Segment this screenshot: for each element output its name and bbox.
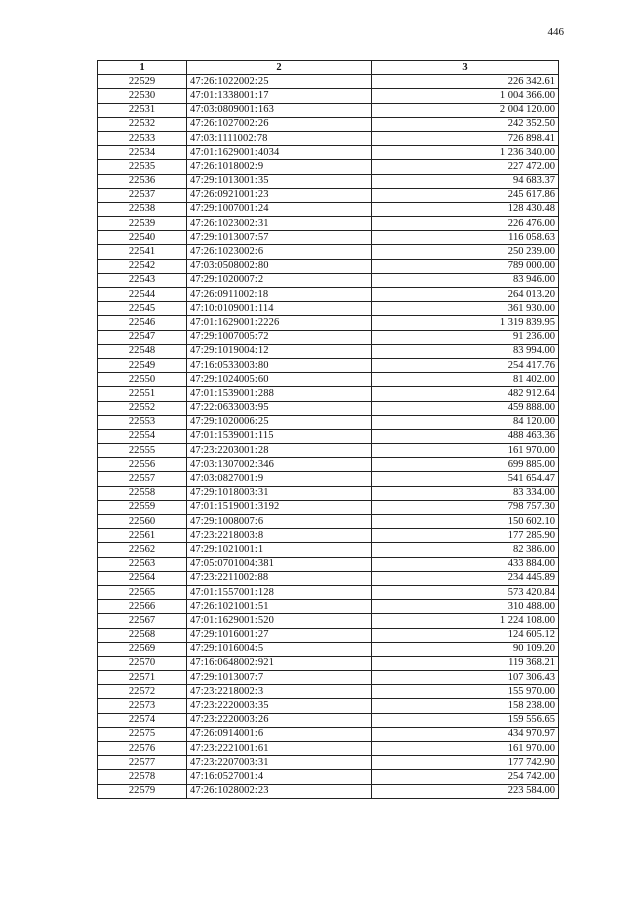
row-number-cell: 22548 — [98, 344, 187, 358]
amount-value-cell: 1 224 108.00 — [372, 614, 559, 628]
table-row — [98, 671, 559, 685]
row-number-cell: 22529 — [98, 75, 187, 89]
table-row — [98, 585, 559, 599]
cadastral-number-cell: 47:26:1028002:23 — [187, 784, 372, 798]
row-number-cell: 22572 — [98, 685, 187, 699]
row-number-cell: 22535 — [98, 160, 187, 174]
table-row — [98, 429, 559, 443]
cadastral-number-cell: 47:01:1557001:128 — [187, 585, 372, 599]
row-number-cell: 22577 — [98, 756, 187, 770]
amount-value-cell: 488 463.36 — [372, 429, 559, 443]
header-row — [98, 61, 559, 75]
row-number-cell: 22540 — [98, 231, 187, 245]
cadastral-number-cell: 47:01:1629001:4034 — [187, 146, 372, 160]
amount-value-cell: 94 683.37 — [372, 174, 559, 188]
cadastral-number-cell: 47:23:2220003:35 — [187, 699, 372, 713]
column-header-3: 3 — [372, 61, 559, 75]
cadastral-number-cell: 47:01:1629001:2226 — [187, 316, 372, 330]
row-number-cell: 22571 — [98, 671, 187, 685]
amount-value-cell: 434 970.97 — [372, 727, 559, 741]
cadastral-number-cell: 47:23:2221001:61 — [187, 742, 372, 756]
table-row — [98, 472, 559, 486]
cadastral-number-cell: 47:22:0633003:95 — [187, 401, 372, 415]
table-row — [98, 174, 559, 188]
table-row — [98, 713, 559, 727]
amount-value-cell: 84 120.00 — [372, 415, 559, 429]
cadastral-number-cell: 47:29:1016001:27 — [187, 628, 372, 642]
table-row — [98, 358, 559, 372]
cadastral-number-cell: 47:29:1007005:72 — [187, 330, 372, 344]
cadastral-number-cell: 47:10:0109001:114 — [187, 302, 372, 316]
row-number-cell: 22558 — [98, 486, 187, 500]
table-row — [98, 458, 559, 472]
row-number-cell: 22554 — [98, 429, 187, 443]
amount-value-cell: 155 970.00 — [372, 685, 559, 699]
table-row — [98, 756, 559, 770]
amount-value-cell: 242 352.50 — [372, 117, 559, 131]
amount-value-cell: 250 239.00 — [372, 245, 559, 259]
table-row — [98, 444, 559, 458]
amount-value-cell: 158 238.00 — [372, 699, 559, 713]
amount-value-cell: 83 946.00 — [372, 273, 559, 287]
row-number-cell: 22557 — [98, 472, 187, 486]
cadastral-number-cell: 47:26:1027002:26 — [187, 117, 372, 131]
table-row — [98, 146, 559, 160]
cadastral-number-cell: 47:29:1008007:6 — [187, 515, 372, 529]
amount-value-cell: 83 334.00 — [372, 486, 559, 500]
amount-value-cell: 159 556.65 — [372, 713, 559, 727]
amount-value-cell: 310 488.00 — [372, 600, 559, 614]
cadastral-number-cell: 47:23:2220003:26 — [187, 713, 372, 727]
amount-value-cell: 226 476.00 — [372, 217, 559, 231]
cadastral-number-cell: 47:03:0827001:9 — [187, 472, 372, 486]
row-number-cell: 22563 — [98, 557, 187, 571]
table-row — [98, 656, 559, 670]
amount-value-cell: 161 970.00 — [372, 742, 559, 756]
row-number-cell: 22573 — [98, 699, 187, 713]
row-number-cell: 22533 — [98, 131, 187, 145]
row-number-cell: 22574 — [98, 713, 187, 727]
cadastral-number-cell: 47:29:1021001:1 — [187, 543, 372, 557]
cadastral-number-cell: 47:26:0911002:18 — [187, 288, 372, 302]
amount-value-cell: 798 757.30 — [372, 500, 559, 514]
amount-value-cell: 245 617.86 — [372, 188, 559, 202]
amount-value-cell: 107 306.43 — [372, 671, 559, 685]
table-row — [98, 628, 559, 642]
amount-value-cell: 789 000.00 — [372, 259, 559, 273]
table-row — [98, 500, 559, 514]
cadastral-number-cell: 47:01:1539001:115 — [187, 429, 372, 443]
table-row — [98, 600, 559, 614]
table-row — [98, 727, 559, 741]
row-number-cell: 22553 — [98, 415, 187, 429]
amount-value-cell: 177 742.90 — [372, 756, 559, 770]
amount-value-cell: 234 445.89 — [372, 571, 559, 585]
table-row — [98, 373, 559, 387]
cadastral-number-cell: 47:16:0533003:80 — [187, 358, 372, 372]
row-number-cell: 22575 — [98, 727, 187, 741]
table-row — [98, 344, 559, 358]
amount-value-cell: 91 236.00 — [372, 330, 559, 344]
cadastral-number-cell: 47:01:1519001:3192 — [187, 500, 372, 514]
table-body — [98, 75, 559, 799]
row-number-cell: 22564 — [98, 571, 187, 585]
amount-value-cell: 726 898.41 — [372, 131, 559, 145]
row-number-cell: 22531 — [98, 103, 187, 117]
row-number-cell: 22578 — [98, 770, 187, 784]
row-number-cell: 22541 — [98, 245, 187, 259]
amount-value-cell: 81 402.00 — [372, 373, 559, 387]
row-number-cell: 22570 — [98, 656, 187, 670]
cadastral-number-cell: 47:26:1023002:6 — [187, 245, 372, 259]
cadastral-number-cell: 47:01:1629001:520 — [187, 614, 372, 628]
table-row — [98, 75, 559, 89]
row-number-cell: 22546 — [98, 316, 187, 330]
table-row — [98, 642, 559, 656]
cadastral-number-cell: 47:23:2203001:28 — [187, 444, 372, 458]
table-row — [98, 245, 559, 259]
table-row — [98, 742, 559, 756]
table-row — [98, 160, 559, 174]
row-number-cell: 22566 — [98, 600, 187, 614]
amount-value-cell: 177 285.90 — [372, 529, 559, 543]
row-number-cell: 22530 — [98, 89, 187, 103]
amount-value-cell: 459 888.00 — [372, 401, 559, 415]
amount-value-cell: 82 386.00 — [372, 543, 559, 557]
cadastral-number-cell: 47:01:1338001:17 — [187, 89, 372, 103]
amount-value-cell: 699 885.00 — [372, 458, 559, 472]
row-number-cell: 22549 — [98, 358, 187, 372]
amount-value-cell: 433 884.00 — [372, 557, 559, 571]
column-header-1: 1 — [98, 61, 187, 75]
table-row — [98, 330, 559, 344]
cadastral-number-cell: 47:03:0809001:163 — [187, 103, 372, 117]
row-number-cell: 22552 — [98, 401, 187, 415]
table-row — [98, 571, 559, 585]
amount-value-cell: 264 013.20 — [372, 288, 559, 302]
cadastral-number-cell: 47:29:1020007:2 — [187, 273, 372, 287]
table-row — [98, 103, 559, 117]
amount-value-cell: 161 970.00 — [372, 444, 559, 458]
cadastral-number-cell: 47:29:1020006:25 — [187, 415, 372, 429]
row-number-cell: 22555 — [98, 444, 187, 458]
cadastral-number-cell: 47:03:1307002:346 — [187, 458, 372, 472]
amount-value-cell: 227 472.00 — [372, 160, 559, 174]
cadastral-number-cell: 47:03:1111002:78 — [187, 131, 372, 145]
table-row — [98, 557, 559, 571]
amount-value-cell: 254 742.00 — [372, 770, 559, 784]
cadastral-number-cell: 47:29:1016004:5 — [187, 642, 372, 656]
cadastral-number-cell: 47:26:1023002:31 — [187, 217, 372, 231]
cadastral-number-cell: 47:03:0508002:80 — [187, 259, 372, 273]
row-number-cell: 22576 — [98, 742, 187, 756]
cadastral-number-cell: 47:16:0527001:4 — [187, 770, 372, 784]
amount-value-cell: 124 605.12 — [372, 628, 559, 642]
table-row — [98, 202, 559, 216]
amount-value-cell: 119 368.21 — [372, 656, 559, 670]
table-row — [98, 543, 559, 557]
cadastral-number-cell: 47:23:2218002:3 — [187, 685, 372, 699]
row-number-cell: 22568 — [98, 628, 187, 642]
row-number-cell: 22544 — [98, 288, 187, 302]
table-row — [98, 770, 559, 784]
amount-value-cell: 1 236 340.00 — [372, 146, 559, 160]
row-number-cell: 22567 — [98, 614, 187, 628]
table-row — [98, 316, 559, 330]
table-row — [98, 131, 559, 145]
row-number-cell: 22547 — [98, 330, 187, 344]
row-number-cell: 22543 — [98, 273, 187, 287]
table-row — [98, 685, 559, 699]
table-row — [98, 401, 559, 415]
row-number-cell: 22532 — [98, 117, 187, 131]
amount-value-cell: 226 342.61 — [372, 75, 559, 89]
table-row — [98, 217, 559, 231]
table-row — [98, 288, 559, 302]
amount-value-cell: 223 584.00 — [372, 784, 559, 798]
cadastral-number-cell: 47:26:1018002:9 — [187, 160, 372, 174]
amount-value-cell: 361 930.00 — [372, 302, 559, 316]
cadastral-number-cell: 47:01:1539001:288 — [187, 387, 372, 401]
row-number-cell: 22556 — [98, 458, 187, 472]
table-row — [98, 273, 559, 287]
cadastral-number-cell: 47:26:0921001:23 — [187, 188, 372, 202]
cadastral-number-cell: 47:05:0701004:381 — [187, 557, 372, 571]
table-row — [98, 117, 559, 131]
amount-value-cell: 2 004 120.00 — [372, 103, 559, 117]
table-row — [98, 188, 559, 202]
table-row — [98, 259, 559, 273]
amount-value-cell: 482 912.64 — [372, 387, 559, 401]
row-number-cell: 22551 — [98, 387, 187, 401]
cadastral-number-cell: 47:29:1024005:60 — [187, 373, 372, 387]
row-number-cell: 22569 — [98, 642, 187, 656]
row-number-cell: 22539 — [98, 217, 187, 231]
table-row — [98, 89, 559, 103]
row-number-cell: 22534 — [98, 146, 187, 160]
cadastral-number-cell: 47:29:1007001:24 — [187, 202, 372, 216]
amount-value-cell: 254 417.76 — [372, 358, 559, 372]
cadastral-number-cell: 47:26:0914001:6 — [187, 727, 372, 741]
table-row — [98, 302, 559, 316]
cadastral-number-cell: 47:26:1021001:51 — [187, 600, 372, 614]
cadastral-number-cell: 47:16:0648002:921 — [187, 656, 372, 670]
cadastral-number-cell: 47:23:2211002:88 — [187, 571, 372, 585]
registry-table — [97, 60, 559, 799]
cadastral-number-cell: 47:26:1022002:25 — [187, 75, 372, 89]
row-number-cell: 22562 — [98, 543, 187, 557]
row-number-cell: 22550 — [98, 373, 187, 387]
amount-value-cell: 90 109.20 — [372, 642, 559, 656]
row-number-cell: 22542 — [98, 259, 187, 273]
amount-value-cell: 573 420.84 — [372, 585, 559, 599]
table-row — [98, 784, 559, 798]
table-row — [98, 614, 559, 628]
table-row — [98, 486, 559, 500]
amount-value-cell: 83 994.00 — [372, 344, 559, 358]
amount-value-cell: 128 430.48 — [372, 202, 559, 216]
row-number-cell: 22565 — [98, 585, 187, 599]
amount-value-cell: 541 654.47 — [372, 472, 559, 486]
amount-value-cell: 1 319 839.95 — [372, 316, 559, 330]
cadastral-number-cell: 47:29:1013001:35 — [187, 174, 372, 188]
amount-value-cell: 1 004 366.00 — [372, 89, 559, 103]
table-row — [98, 231, 559, 245]
cadastral-number-cell: 47:23:2207003:31 — [187, 756, 372, 770]
row-number-cell: 22537 — [98, 188, 187, 202]
row-number-cell: 22561 — [98, 529, 187, 543]
cadastral-number-cell: 47:29:1013007:57 — [187, 231, 372, 245]
row-number-cell: 22560 — [98, 515, 187, 529]
amount-value-cell: 150 602.10 — [372, 515, 559, 529]
cadastral-number-cell: 47:23:2218003:8 — [187, 529, 372, 543]
table-row — [98, 415, 559, 429]
row-number-cell: 22579 — [98, 784, 187, 798]
column-header-2: 2 — [187, 61, 372, 75]
row-number-cell: 22559 — [98, 500, 187, 514]
cadastral-number-cell: 47:29:1018003:31 — [187, 486, 372, 500]
table-row — [98, 387, 559, 401]
cadastral-number-cell: 47:29:1013007:7 — [187, 671, 372, 685]
row-number-cell: 22536 — [98, 174, 187, 188]
row-number-cell: 22538 — [98, 202, 187, 216]
page-number: 446 — [547, 26, 564, 38]
row-number-cell: 22545 — [98, 302, 187, 316]
table-row — [98, 529, 559, 543]
table-row — [98, 515, 559, 529]
cadastral-number-cell: 47:29:1019004:12 — [187, 344, 372, 358]
amount-value-cell: 116 058.63 — [372, 231, 559, 245]
table-row — [98, 699, 559, 713]
